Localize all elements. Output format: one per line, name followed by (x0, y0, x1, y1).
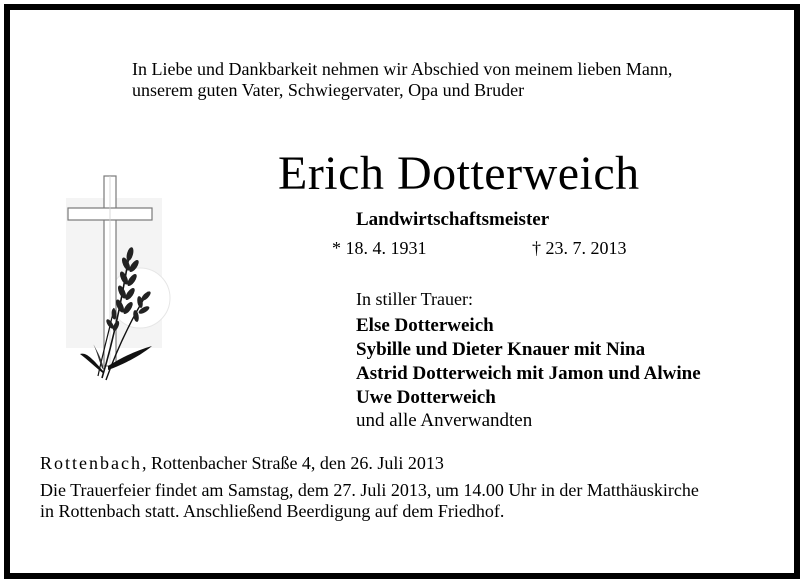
funeral-line-1: Die Trauerfeier findet am Samstag, dem 27. Juli 2013, um 14.00 Uhr in der Matthäuskirche (40, 480, 699, 500)
mourners-intro: In stiller Trauer: (356, 289, 473, 309)
place-town: Rottenbach (40, 453, 142, 473)
place-date-line (40, 453, 444, 474)
relatives-line: und alle Anverwandten (356, 410, 533, 431)
intro-line-1: In Liebe und Dankbarkeit nehmen wir Abschied von meinem lieben Mann, (132, 59, 673, 79)
mourner-name: Else Dotterweich (356, 315, 494, 336)
place-address-date: , Rottenbacher Straße 4, den 26. Juli 2013 (141, 453, 444, 473)
intro-line-2: unserem guten Vater, Schwiegervater, Opa und Bruder (132, 80, 525, 100)
cross-with-wheat-icon (52, 168, 172, 390)
deceased-name: Erich Dotterweich (278, 147, 640, 200)
mourner-name: Astrid Dotterweich mit Jamon und Alwine (356, 363, 701, 384)
death-date: † 23. 7. 2013 (532, 238, 627, 258)
mourner-name: Sybille und Dieter Knauer mit Nina (356, 339, 646, 360)
deceased-occupation: Landwirtschaftsmeister (356, 209, 550, 230)
mourner-name: Uwe Dotterweich (356, 387, 496, 408)
funeral-line-2: in Rottenbach statt. Anschließend Beerdigung auf dem Friedhof. (40, 501, 505, 521)
birth-date: * 18. 4. 1931 (332, 238, 427, 258)
